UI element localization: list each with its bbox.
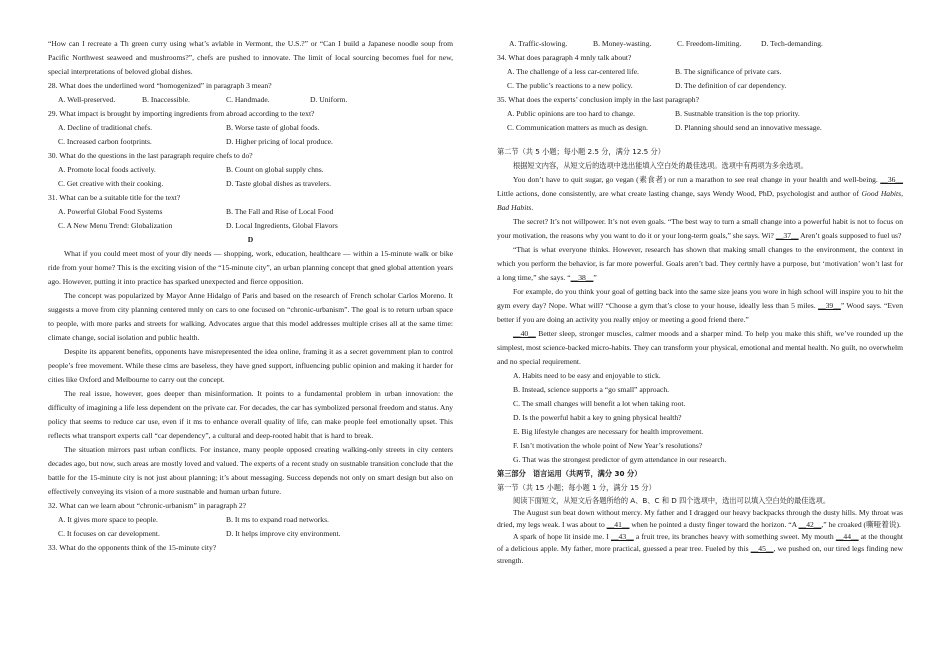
blank-42[interactable]: __42__ xyxy=(798,520,822,529)
option[interactable]: B. Money-wasting. xyxy=(593,39,652,48)
text: Aren’t goals supposed to fuel us? xyxy=(800,231,902,240)
option[interactable]: B. It ms to expand road networks. xyxy=(226,515,329,524)
seven-choose-five-paragraph-3 xyxy=(497,243,903,285)
question-35-options-row2 xyxy=(497,121,903,135)
option[interactable]: A. Promote local foods actively. xyxy=(58,165,156,174)
blank-40[interactable]: __40__ xyxy=(513,329,536,338)
question-31: 31. What can be a suitable title for the text? xyxy=(48,193,181,202)
part3-instructions: 阅读下面短文，从短文后各题所给的 A、B、C 和 D 四个选项中，选出可以填入空白处的最佳选项。 xyxy=(513,496,831,505)
option[interactable]: D. Taste global dishes as travelers. xyxy=(226,179,331,188)
choice-b[interactable]: B. Instead, science supports a “go small” approach. xyxy=(513,385,670,394)
option[interactable]: D. Uniform. xyxy=(310,95,348,104)
option[interactable]: C. Handmade. xyxy=(226,95,270,104)
question-30: 30. What do the questions in the last paragraph require chefs to do? xyxy=(48,151,253,160)
blank-36[interactable]: __36__ xyxy=(880,175,904,184)
question-30-options-row2 xyxy=(48,177,453,191)
option[interactable]: D. It helps improve city environment. xyxy=(226,529,341,538)
option[interactable]: D. The definition of car dependency. xyxy=(675,81,787,90)
option[interactable]: B. Worse taste of global foods. xyxy=(226,123,320,132)
left-column xyxy=(48,37,453,555)
option[interactable]: C. Increased carbon footprints. xyxy=(58,137,152,146)
question-34-options-row2 xyxy=(497,79,903,93)
option[interactable]: B. The Fall and Rise of Local Food xyxy=(226,207,334,216)
text: You don’t have to quit sugar, go vegan (素食者) or run a marathon to see real change in your health and well-being. xyxy=(513,175,878,184)
right-column xyxy=(497,37,903,567)
text: “That is what everyone thinks. However, research has shown that making small changes to the environment, the context in which you perform the behavior, is far more powerful. Goals aren’t bad. They certnly have a purpose, but ‘motivation’ won’t last for a long time,” she says. “ xyxy=(497,245,903,282)
choice-g[interactable]: G. That was the strongest predictor of gym attendance in our research. xyxy=(513,455,727,464)
question-31-options-row2 xyxy=(48,219,453,233)
blank-43[interactable]: __43__ xyxy=(610,532,634,541)
question-28-options xyxy=(48,93,453,107)
option[interactable]: A. The challenge of a less car-centered life. xyxy=(507,67,639,76)
part3-subheader: 第一节（共 15 小题；每小题 1 分，满分 15 分） xyxy=(497,483,656,492)
option[interactable]: A. Public opinions are too hard to change. xyxy=(507,109,636,118)
question-31-options-row1 xyxy=(48,205,453,219)
question-34: 34. What does paragraph 4 mnly talk about? xyxy=(497,53,632,62)
question-33: 33. What do the opponents think of the 15-minute city? xyxy=(48,543,217,552)
question-33-options xyxy=(497,37,903,51)
blank-45[interactable]: __45__ xyxy=(750,544,774,553)
option[interactable]: A. It gives more space to people. xyxy=(58,515,158,524)
question-29: 29. What impact is brought by importing ingredients from abroad according to the text? xyxy=(48,109,315,118)
text: a fruit tree, its branches heavy with something sweet. My mouth xyxy=(635,532,834,541)
seven-choose-five-paragraph-1: You don’t have to quit sugar, go vegan (素食者) or run a marathon to see real change in your health and well-being. __36__ Little actions, done consistently, are what create lasting change, says Wendy Wood, PhD, psychologist and author of Good Habits, Bad Habits. xyxy=(497,175,904,212)
blank-41[interactable]: __41__ xyxy=(606,520,630,529)
choice-c[interactable]: C. The small changes will benefit a lot when taking root. xyxy=(513,399,686,408)
section-d-heading: D xyxy=(247,235,254,244)
text: For example, do you think your goal of getting back into the same size jeans you wore in high school will inspire you to hit the gym every day? Nope. What will? “Choose a gym that’s close to your house, ideally less than 5 miles. xyxy=(497,287,903,310)
book-title: Good Habits, Bad Habits xyxy=(497,189,903,212)
option[interactable]: B. Count on global supply chns. xyxy=(226,165,324,174)
choice-a[interactable]: A. Habits need to be easy and enjoyable to stick. xyxy=(513,371,661,380)
passage-d-paragraph-3: Despite its apparent benefits, opponents have misrepresented the idea online, framing it as a secret government plan to control people’s free movement. While these clms are baseless, they have gned support, influencing public opinion and making it harder for cities like Oxford and Melbourne to carry out the concept. xyxy=(48,347,453,384)
question-34-options-row1 xyxy=(497,65,903,79)
option[interactable]: C. It focuses on car development. xyxy=(58,529,160,538)
passage-d-paragraph-5: The situation mirrors past urban conflicts. For instance, many people opposed creating walking-only streets in city centers decades ago, but now, such areas are mostly loved and valued. The experts of a recent study on sustnable transition conclude that the battle for the 15-minute city is not just about planning; it’s about messaging. Success depends not only on smart design but also on effectively conveying its vision of a more sustnable and human urban future. xyxy=(48,445,453,496)
question-30-options-row1 xyxy=(48,163,453,177)
option[interactable]: D. Tech-demanding. xyxy=(761,39,823,48)
choice-d[interactable]: D. Is the powerful habit a key to gning physical health? xyxy=(513,413,682,422)
option[interactable]: A. Well-preserved. xyxy=(58,95,116,104)
blank-38[interactable]: __38__ xyxy=(570,273,594,282)
seven-choose-five-paragraph-4 xyxy=(497,285,903,327)
option[interactable]: C. A New Menu Trend: Globalization xyxy=(58,221,173,230)
option[interactable]: D. Planning should send an innovative message. xyxy=(675,123,822,132)
option[interactable]: A. Powerful Global Food Systems xyxy=(58,207,163,216)
text: Better sleep, stronger muscles, calmer moods and a sharper mind. To help you make this shift, we’ve rounded up the simplest, most science-backed micro-habits. They can transform your physical, emotional and mental health. No guilt, no overwhelm and no special requirement. xyxy=(497,329,904,366)
option[interactable]: D. Local Ingredients, Global Flavors xyxy=(226,221,338,230)
text: The secret? It’s not willpower. It’s not even goals. “The best way to turn a small change into a powerful habit is not to focus on your motivation, the reasons why you want to do it or your long-term goals,” she says. Wi? xyxy=(497,217,903,240)
text: ,” he croaked (嘶哑着说). xyxy=(821,520,901,529)
cloze-paragraph-1 xyxy=(497,507,903,531)
text: when he pointed a dusty finger toward the horizon. “A xyxy=(631,520,797,529)
text: ” xyxy=(593,273,597,282)
text: , we pushed on, our tired legs finding new strength. xyxy=(497,544,903,565)
blank-44[interactable]: __44__ xyxy=(835,532,859,541)
part3-header: 第三部分 语言运用（共两节，满分 30 分） xyxy=(497,469,642,478)
seven-choose-five-paragraph-5 xyxy=(497,327,903,369)
question-28: 28. What does the underlined word “homogenized” in paragraph 3 mean? xyxy=(48,81,272,90)
text: at the thought of a delicious apple. My father, more practical, guessed a pear tree. Fueled by this xyxy=(497,532,904,553)
question-35-options-row1 xyxy=(497,107,903,121)
passage-d-paragraph-1: What if you could meet most of your dly needs — shopping, work, education, healthcare — within a 15-minute walk or bike ride from your home? This is the exciting vision of the “15-minute city”, an urban planning concept that gned global attention years ago. However, putting it into practice has sparked unexpected and fierce opposition. xyxy=(48,249,453,286)
part2-header: 第二节（共 5 小题；每小题 2.5 分，满分 12.5 分） xyxy=(497,147,665,156)
blank-39[interactable]: __39__ xyxy=(818,301,841,310)
passage-c-final-paragraph: “How can I recreate a Th green curry using what’s avlable in Vermont, the U.S.?” or “Can I build a Japanese noodle soup from Pacific Northwest seaweed and mushrooms?”, chefs are pushed to innovate. The limit of local sourcing becomes fuel for new, special interpretations of beloved global dishes. xyxy=(48,39,453,76)
text: Little actions, done consistently, are what create lasting change, says Wendy Wood, PhD, psychologist and author of xyxy=(497,189,860,198)
question-32: 32. What can we learn about “chronic-urbanism” in paragraph 2? xyxy=(48,501,247,510)
question-35: 35. What does the experts’ conclusion imply in the last paragraph? xyxy=(497,95,699,104)
option[interactable]: B. Sustnable transition is the top priority. xyxy=(675,109,800,118)
option[interactable]: B. The significance of private cars. xyxy=(675,67,782,76)
choice-f[interactable]: F. Isn’t motivation the whole point of New Year’s resolutions? xyxy=(513,441,703,450)
cloze-paragraph-2 xyxy=(497,531,903,567)
option[interactable]: C. The public’s reactions to a new policy. xyxy=(507,81,633,90)
text: ” Wood says. “Even better if you are doing an activity you really enjoy or meeting a good friend there.” xyxy=(497,301,903,324)
passage-d-paragraph-2: The concept was popularized by Mayor Anne Hidalgo of Paris and based on the research of French scholar Carlos Moreno. It suggests a move from city planning centered mnly on cars to one focused on “chronic-urbanism”. The goal is to return urban space to people, with more parks and streets for walking. Advocates argue that this model addresses multiple crises all at the same time: climate change, social isolation and public health. xyxy=(48,291,453,342)
option[interactable]: C. Freedom-limiting. xyxy=(677,39,742,48)
question-32-options-row1 xyxy=(48,513,453,527)
question-32-options-row2 xyxy=(48,527,453,541)
passage-d-paragraph-4: The real issue, however, goes deeper than misinformation. It points to a fundamental problem in urban innovation: the difficulty of imagining a life less dependent on the private car. For decades, the car has symbolized personal freedom and status. Any policy that seems to reduce car use, even if it ms to enhance overall quality of life, can make people feel emotionally upset. This reflects what transport experts call “car dependency”, a cultural and deep-rooted habit that is hard to break. xyxy=(48,389,453,440)
option[interactable]: D. Higher pricing of local produce. xyxy=(226,137,333,146)
question-29-options-row2 xyxy=(48,135,453,149)
option[interactable]: C. Communication matters as much as design. xyxy=(507,123,648,132)
text: The August sun beat down without mercy. My father and I dragged our heavy backpacks through the dusty hills. My throat was dried, my legs weak. I was about to xyxy=(497,508,903,529)
blank-37[interactable]: __37__ xyxy=(775,231,799,240)
seven-choose-five-paragraph-2 xyxy=(497,215,903,243)
option[interactable]: A. Decline of traditional chefs. xyxy=(58,123,153,132)
text: A spark of hope lit inside me. I xyxy=(513,532,609,541)
question-29-options-row1 xyxy=(48,121,453,135)
choice-e[interactable]: E. Big lifestyle changes are necessary for health improvement. xyxy=(513,427,704,436)
option[interactable]: A. Traffic-slowing. xyxy=(509,39,568,48)
part2-instructions: 根据短文内容，从短文后的选项中选出能填入空白处的最佳选项。选项中有两项为多余选项。 xyxy=(513,161,808,170)
option[interactable]: C. Get creative with their cooking. xyxy=(58,179,164,188)
option[interactable]: B. Inaccessible. xyxy=(142,95,190,104)
